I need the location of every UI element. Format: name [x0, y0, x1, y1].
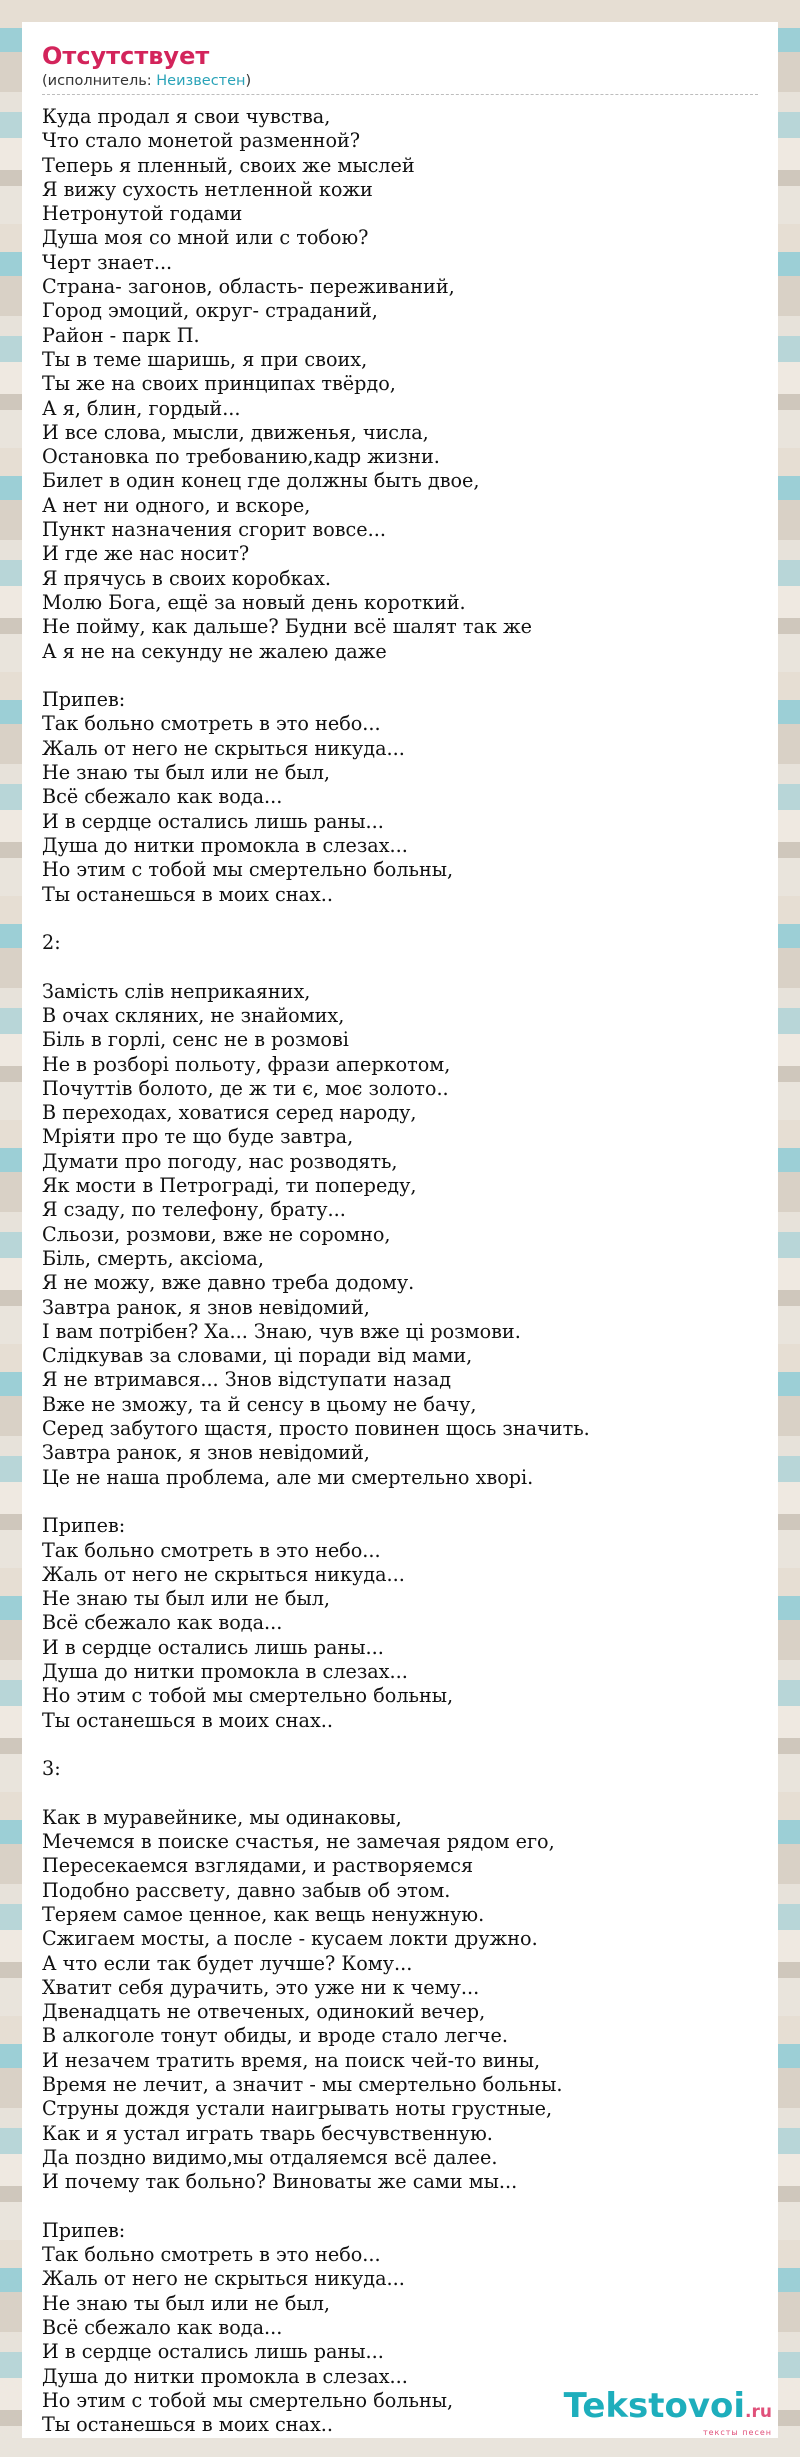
site-logo[interactable] — [564, 2388, 772, 2437]
lyrics-card — [22, 22, 778, 2438]
song-title: Отсутствует — [42, 42, 210, 70]
performer-link[interactable]: Неизвестен — [156, 73, 246, 89]
lyrics-text: Куда продал я свои чувства, Что стало монетой разменной? Теперь я пленный, своих же мыслей Я вижу сухость нетленной кожи Нетронутой годами Душа моя со мной или с тобою? Черт знает... Страна- загонов, область- переживаний, Город эмоций, округ- страданий, Район - парк П. Ты в теме шаришь, я при своих, Ты же на своих принципах твёрдо, А я, блин, гордый... И все слова, мысли, движенья, числа, Остановка по требованию,кадр жизни. Билет в один конец где должны быть двое, А нет ни одного, и вскоре, Пункт назначения сгорит вовсе... И где же нас носит? Я прячусь в своих коробках. Молю Бога, ещё за новый день короткий. Не пойму, как дальше? Будни всё шалят так же А я не на секунду не жалею даже Припев: Так больно смотреть в это небо... Жаль от него не скрыться никуда... Не знаю ты был или не был, Всё сбежало как вода... И в сердце остались лишь раны... Душа до нитки промокла в слезах... Но этим с тобой мы смертельно больны, Ты останешься в моих снах.. 2: Замість слів неприкаяних, В очах скляних, не знайомих, Біль в горлі, сенс не в розмові Не в розборі польоту, фрази аперкотом, Почуттів болото, де ж ти є, моє золото.. В переходах, ховатися серед народу, Мріяти про те що буде завтра, Думати про погоду, нас розводять, Як мости в Петрограді, ти попереду, Я сзаду, по телефону, брату... Сльози, розмови, вже не соромно, Біль, смерть, аксіома, Я не можу, вже давно треба додому. Завтра ранок, я знов невідомий, І вам потрібен? Ха... Знаю, чув вже ці розмови. Слідкував за словами, ці поради від мами, Я не втримався... Знов відступати назад Вже не зможу, та й сенсу в цьому не бачу, Серед забутого щастя, просто повинен щось значить. Завтра ранок, я знов невідомий, Це не наша проблема, але ми смертельно хворі. Припев: Так больно смотреть в это небо... Жаль от него не скрыться никуда... Не знаю ты был или не был, Всё сбежало как вода... И в сердце остались лишь раны... Душа до нитки промокла в слезах... Но этим с тобой мы смертельно больны, Ты останешься в моих снах.. 3: Как в муравейнике, мы одинаковы, Мечемся в поиске счастья, не замечая рядом его, Пересекаемся взглядами, и растворяемся Подобно рассвету, давно забыв об этом. Теряем самое ценное, как вещь ненужную. Сжигаем мосты, а после - кусаем локти дружно. А что если так будет лучше? Кому... Хватит себя дурачить, это уже ни к чему... Двенадцать не отвеченых, одинокий вечер, В алкоголе тонут обиды, и вроде стало легче. И незачем тратить время, на поиск чей-то вины, Время не лечит, а значит - мы смертельно больны. Струны дождя устали наигрывать ноты грустные, Как и я устал играть тварь бесчувственную. Да поздно видимо,мы отдаляемся всё далее. И почему так больно? Виноваты же сами мы... Припев: Так больно смотреть в это небо... Жаль от него не скрыться никуда... Не знаю ты был или не был, Всё сбежало как вода... И в сердце остались лишь раны... Душа до нитки промокла в слезах... Но этим с тобой мы смертельно больны, Ты останешься в моих снах.. — [42, 105, 590, 2437]
logo-tagline: тексты песен — [702, 2428, 772, 2437]
logo-tld: .ru — [745, 2402, 772, 2422]
logo-main-text: Tekstovoi — [563, 2386, 746, 2426]
logo-wordmark — [564, 2388, 772, 2430]
performer-suffix: ) — [245, 73, 252, 89]
performer-prefix: (исполнитель: — [42, 73, 157, 89]
performer-line — [42, 72, 758, 95]
